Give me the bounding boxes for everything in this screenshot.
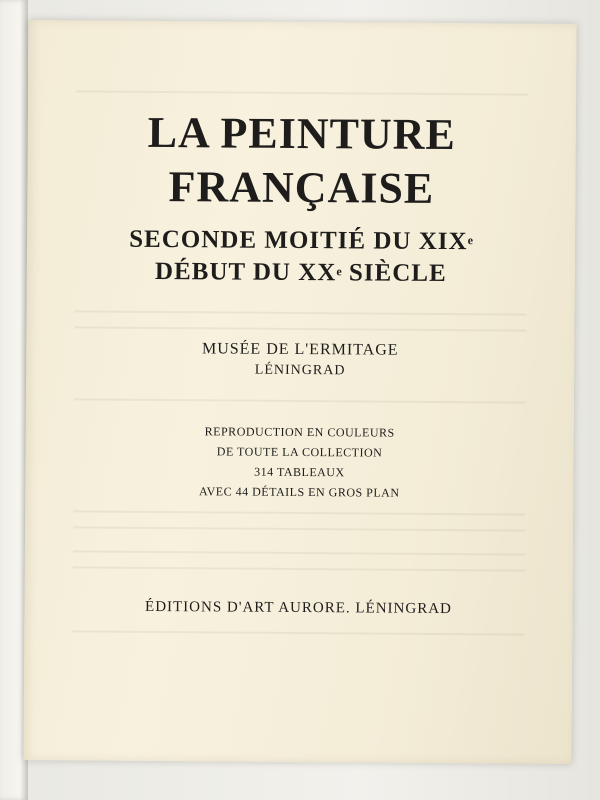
show-through-line [73,550,525,555]
subtitle-line-2-prefix: DÉBUT DU XX [154,257,337,287]
contents-line: DE TOUTE LA COLLECTION [216,444,383,460]
title-page-content [23,20,576,764]
show-through-line [75,310,527,315]
museum-name: MUSÉE DE L'ERMITAGE [201,340,399,359]
show-through-line [74,398,526,403]
title-page [23,20,576,764]
subtitle-line-1-superscript: e [467,233,473,248]
show-through-line [74,326,526,331]
show-through-line [73,566,525,571]
museum-city: LÉNINGRAD [254,362,346,379]
book-title-line-2: FRANÇAISE [168,162,435,213]
subtitle-line-2 [27,256,575,290]
show-through-line [76,90,528,95]
show-through-line [72,630,524,635]
contents-line: AVEC 44 DÉTAILS EN GROS PLAN [199,484,400,500]
subtitle-line-2-suffix: SIÈCLE [341,259,447,288]
contents-description [25,420,574,504]
subtitle-line-1 [27,224,575,258]
show-through-line [73,510,525,515]
show-through-line [73,526,525,531]
publisher-line: ÉDITIONS D'ART AURORE. LÉNINGRAD [145,598,452,618]
subtitle-line-2-superscript: e [336,264,342,279]
subtitle-line-1-text: SECONDE MOITIÉ DU XIX [129,225,468,256]
book-title-line-1: LA PEINTURE [147,107,457,160]
contents-line: 314 TABLEAUX [254,464,345,480]
contents-line: REPRODUCTION EN COULEURS [204,424,395,440]
